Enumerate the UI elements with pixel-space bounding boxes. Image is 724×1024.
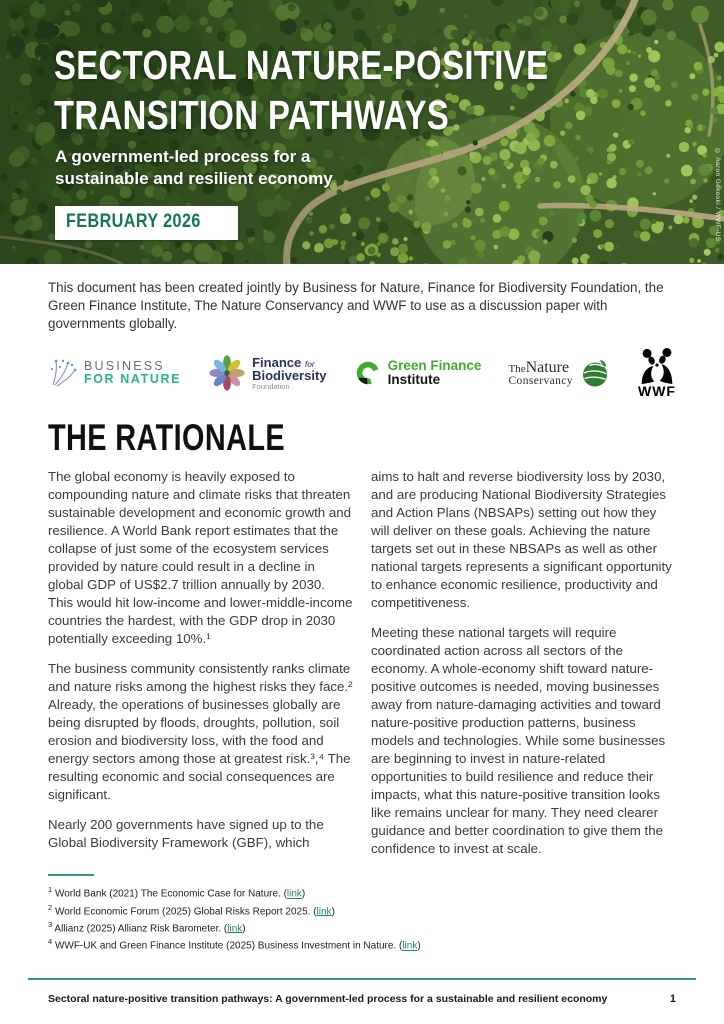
nature-conservancy-globe-icon xyxy=(579,356,611,390)
footnote-marker: 1 xyxy=(48,885,53,895)
partner-logos-row xyxy=(48,344,676,402)
page-footer xyxy=(0,978,724,1024)
body-columns xyxy=(48,468,676,870)
footnote-item xyxy=(48,884,676,901)
hero-content xyxy=(0,0,724,264)
wwf-wordmark: WWF xyxy=(638,383,676,400)
footnote-close-paren: ) xyxy=(417,940,421,952)
ffb-word-finance: Finance xyxy=(252,354,302,370)
title-line-1: SECTORAL NATURE-POSITIVE xyxy=(54,42,549,88)
gfi-word-institute: Institute xyxy=(387,372,441,388)
section-heading-rationale: THE RATIONALE xyxy=(48,417,286,459)
logo-business-for-nature xyxy=(48,357,181,389)
paragraph: The global economy is heavily exposed to compounding nature and climate risks that threaten sustainable development and economic growth and resilience. A World Bank report estimates that the collapse of just some of the ecosystem services provided by nature could result in a decline in global GDP of US$2.7 trillion annually by 2030. This would hit low-income and lower-middle-income countries the hardest, with the GDP drop in 2030 potentially exceeding 10%.¹ xyxy=(48,469,353,647)
hero-banner xyxy=(0,0,724,264)
document-subtitle: A government-led process for a sustainable and resilient economy xyxy=(55,147,333,189)
footnote-link[interactable]: link xyxy=(286,888,302,900)
finance-for-biodiversity-icon xyxy=(208,353,246,393)
bfn-word-business: BUSINESS xyxy=(84,359,165,374)
ffb-word-for: for xyxy=(304,358,315,369)
left-column xyxy=(48,468,353,870)
footer-running-title: Sectoral nature-positive transition pathways: A government-led process for a sustainable and resilient economy xyxy=(48,993,608,1005)
footnote-link[interactable]: link xyxy=(402,940,418,952)
footnote-marker: 4 xyxy=(48,937,53,947)
ffb-word-biodiversity: Biodiversity xyxy=(252,368,327,384)
footnote-close-paren: ) xyxy=(331,906,335,918)
footnote-item xyxy=(48,936,676,953)
footnote-marker: 3 xyxy=(48,920,53,930)
footnote-close-paren: ) xyxy=(301,888,306,900)
logo-wwf xyxy=(638,348,676,398)
footnote-link[interactable]: link xyxy=(316,906,332,918)
footnote-item xyxy=(48,902,676,919)
right-column xyxy=(371,468,676,870)
footnote-text: Allianz (2025) Allianz Risk Barometer. ( xyxy=(52,923,228,935)
tnc-word-nature: Nature xyxy=(525,359,570,377)
footnote-close-paren: ) xyxy=(242,923,246,935)
footnote-marker: 2 xyxy=(48,902,53,912)
logo-nature-conservancy xyxy=(508,356,610,390)
green-finance-institute-icon xyxy=(354,358,382,388)
gfi-word-green-finance: Green Finance xyxy=(387,358,482,374)
tnc-word-the: The xyxy=(508,363,526,376)
footer-rule xyxy=(28,978,696,980)
paragraph: Meeting these national targets will require coordinated action across all sectors of the economy. A whole-economy shift toward nature-positive outcomes is needed, moving businesses away from nature-damaging activities and toward nature-positive production patterns, business models and technologies. While some businesses are beginning to invest in nature-related opportunities to build resilience and reduce their impacts, what this nature-positive transition looks like remains unclear for many. They need clearer guidance and better coordination to give them the confidence to invest at scale. xyxy=(371,625,666,857)
bfn-word-for-nature: FOR NATURE xyxy=(84,372,182,387)
logo-green-finance-institute xyxy=(354,358,482,388)
ffb-word-foundation: Foundation xyxy=(252,382,290,392)
paragraph: aims to halt and reverse biodiversity loss by 2030, and are producing National Biodiversity Strategies and Action Plans (NBSAPs) setting out how they will deliver on these goals. Achieving the nature targets set out in these NBSAPs as well as other national targets represents a significant opportunity to enhance economic resilience, productivity and competitiveness. xyxy=(371,469,672,611)
footnote-text: World Economic Forum (2025) Global Risks Report 2025. ( xyxy=(52,906,317,918)
page-number: 1 xyxy=(669,993,676,1005)
business-for-nature-icon xyxy=(48,357,78,389)
logo-finance-for-biodiversity xyxy=(208,353,326,393)
footnote-item xyxy=(48,919,676,936)
footnote-text: World Bank (2021) The Economic Case for Nature. ( xyxy=(52,888,287,900)
date-badge xyxy=(55,206,238,240)
tnc-word-conservancy: Conservancy xyxy=(508,374,573,387)
footnotes xyxy=(48,884,676,953)
paragraph: Nearly 200 governments have signed up to the Global Biodiversity Framework (GBF), which xyxy=(48,817,324,851)
photo-credit: © Aaron Gekoski / WWF-US xyxy=(714,148,721,242)
footnote-link[interactable]: link xyxy=(227,923,243,935)
title-line-2: TRANSITION PATHWAYS xyxy=(54,92,450,138)
paragraph: The business community consistently ranks climate and nature risks among the highest risks they face.² Already, the operations of businesses globally are being disrupted by floods, droughts, pollution, soil erosion and biodiversity loss, with the food and energy sectors among those at greatest risk.³,⁴ The resulting economic and social consequences are significant. xyxy=(48,661,353,803)
footnote-separator xyxy=(48,874,94,876)
footnote-text: WWF-UK and Green Finance Institute (2025) Business Investment in Nature. ( xyxy=(52,940,403,952)
document-title xyxy=(54,40,548,140)
wwf-panda-icon xyxy=(639,348,675,384)
date-badge-label: FEBRUARY 2026 xyxy=(66,211,201,232)
intro-paragraph: This document has been created jointly by Business for Nature, Finance for Biodiversity Foundation, the Green Finance Institute, The Nature Conservancy and WWF to use as a discussion paper with governments globally. xyxy=(48,280,664,331)
